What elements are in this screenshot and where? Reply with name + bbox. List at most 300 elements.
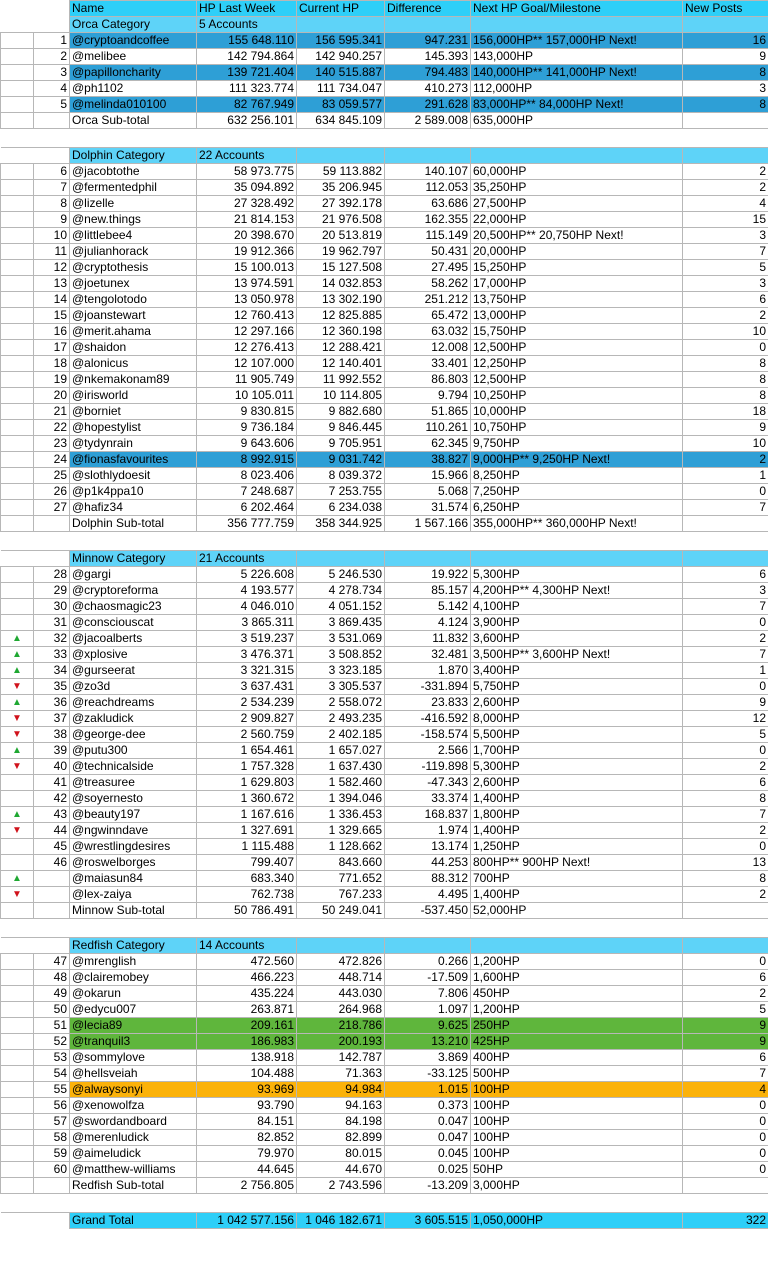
header-new-posts[interactable]: New Posts xyxy=(683,1,768,17)
current-hp[interactable]: 27 392.178 xyxy=(297,196,385,212)
new-posts[interactable]: 0 xyxy=(683,1146,768,1162)
next-goal[interactable]: 800HP** 900HP Next! xyxy=(471,855,683,871)
current-hp[interactable]: 35 206.945 xyxy=(297,180,385,196)
new-posts[interactable]: 0 xyxy=(683,743,768,759)
new-posts[interactable]: 2 xyxy=(683,308,768,324)
empty-cell[interactable] xyxy=(70,919,197,938)
next-goal[interactable]: 4,200HP** 4,300HP Next! xyxy=(471,583,683,599)
new-posts[interactable]: 9 xyxy=(683,1018,768,1034)
next-goal[interactable]: 35,250HP xyxy=(471,180,683,196)
next-goal[interactable]: 12,500HP xyxy=(471,372,683,388)
difference[interactable]: -158.574 xyxy=(385,727,471,743)
empty-cell[interactable] xyxy=(34,919,70,938)
account-name[interactable]: @xplosive xyxy=(70,647,197,663)
hp-last-week[interactable]: 21 814.153 xyxy=(197,212,297,228)
hp-last-week[interactable]: 1 360.672 xyxy=(197,791,297,807)
subtotal-label[interactable]: Orca Sub-total xyxy=(70,113,197,129)
next-goal[interactable]: 10,750HP xyxy=(471,420,683,436)
hp-last-week[interactable]: 4 193.577 xyxy=(197,583,297,599)
current-hp[interactable]: 140 515.887 xyxy=(297,65,385,81)
current-hp[interactable]: 3 305.537 xyxy=(297,679,385,695)
new-posts[interactable]: 2 xyxy=(683,452,768,468)
new-posts[interactable]: 0 xyxy=(683,615,768,631)
empty-cell[interactable] xyxy=(34,1194,70,1213)
account-name[interactable]: @tengolotodo xyxy=(70,292,197,308)
next-goal[interactable]: 13,000HP xyxy=(471,308,683,324)
new-posts[interactable]: 7 xyxy=(683,807,768,823)
current-hp[interactable]: 1 394.046 xyxy=(297,791,385,807)
account-name[interactable]: @okarun xyxy=(70,986,197,1002)
next-goal[interactable]: 2,600HP xyxy=(471,695,683,711)
new-posts[interactable]: 18 xyxy=(683,404,768,420)
subtotal-current-hp[interactable]: 358 344.925 xyxy=(297,516,385,532)
difference[interactable]: 0.047 xyxy=(385,1130,471,1146)
difference[interactable]: 0.266 xyxy=(385,954,471,970)
empty-cell[interactable] xyxy=(34,532,70,551)
empty-cell[interactable] xyxy=(297,551,385,567)
empty-cell[interactable] xyxy=(385,938,471,954)
next-goal[interactable]: 5,750HP xyxy=(471,679,683,695)
hp-last-week[interactable]: 1 327.691 xyxy=(197,823,297,839)
new-posts[interactable]: 1 xyxy=(683,468,768,484)
current-hp[interactable]: 9 705.951 xyxy=(297,436,385,452)
account-name[interactable]: @alonicus xyxy=(70,356,197,372)
new-posts[interactable]: 8 xyxy=(683,388,768,404)
hp-last-week[interactable]: 1 167.616 xyxy=(197,807,297,823)
current-hp[interactable]: 82.899 xyxy=(297,1130,385,1146)
account-name[interactable]: @littlebee4 xyxy=(70,228,197,244)
hp-last-week[interactable]: 12 107.000 xyxy=(197,356,297,372)
empty-cell[interactable] xyxy=(471,1194,683,1213)
next-goal[interactable]: 12,500HP xyxy=(471,340,683,356)
empty-cell[interactable] xyxy=(471,129,683,148)
account-name[interactable]: @hafiz34 xyxy=(70,500,197,516)
hp-last-week[interactable]: 79.970 xyxy=(197,1146,297,1162)
account-name[interactable]: @gargi xyxy=(70,567,197,583)
empty-cell[interactable] xyxy=(197,129,297,148)
new-posts[interactable]: 16 xyxy=(683,33,768,49)
hp-last-week[interactable]: 11 905.749 xyxy=(197,372,297,388)
current-hp[interactable]: 2 493.235 xyxy=(297,711,385,727)
difference[interactable]: 27.495 xyxy=(385,260,471,276)
hp-last-week[interactable]: 2 909.827 xyxy=(197,711,297,727)
hp-last-week[interactable]: 7 248.687 xyxy=(197,484,297,500)
account-name[interactable]: @roswelborges xyxy=(70,855,197,871)
empty-cell[interactable] xyxy=(34,129,70,148)
account-name[interactable]: @tydynrain xyxy=(70,436,197,452)
category-name[interactable]: Redfish Category xyxy=(70,938,197,954)
current-hp[interactable]: 1 637.430 xyxy=(297,759,385,775)
next-goal[interactable]: 100HP xyxy=(471,1114,683,1130)
hp-last-week[interactable]: 3 476.371 xyxy=(197,647,297,663)
empty-cell[interactable] xyxy=(197,532,297,551)
account-name[interactable]: @edycu007 xyxy=(70,1002,197,1018)
current-hp[interactable]: 19 962.797 xyxy=(297,244,385,260)
current-hp[interactable]: 156 595.341 xyxy=(297,33,385,49)
difference[interactable]: 115.149 xyxy=(385,228,471,244)
account-name[interactable]: @technicalside xyxy=(70,759,197,775)
current-hp[interactable]: 44.670 xyxy=(297,1162,385,1178)
empty-cell[interactable] xyxy=(683,919,768,938)
empty-cell[interactable] xyxy=(471,17,683,33)
current-hp[interactable]: 12 360.198 xyxy=(297,324,385,340)
new-posts[interactable]: 10 xyxy=(683,436,768,452)
account-name[interactable]: @gurseerat xyxy=(70,663,197,679)
new-posts[interactable]: 8 xyxy=(683,372,768,388)
subtotal-difference[interactable]: -537.450 xyxy=(385,903,471,919)
hp-last-week[interactable]: 4 046.010 xyxy=(197,599,297,615)
hp-last-week[interactable]: 683.340 xyxy=(197,871,297,887)
next-goal[interactable]: 400HP xyxy=(471,1050,683,1066)
next-goal[interactable]: 112,000HP xyxy=(471,81,683,97)
account-name[interactable]: @cryptothesis xyxy=(70,260,197,276)
current-hp[interactable]: 6 234.038 xyxy=(297,500,385,516)
difference[interactable]: 32.481 xyxy=(385,647,471,663)
hp-last-week[interactable]: 3 519.237 xyxy=(197,631,297,647)
next-goal[interactable]: 140,000HP** 141,000HP Next! xyxy=(471,65,683,81)
current-hp[interactable]: 443.030 xyxy=(297,986,385,1002)
hp-last-week[interactable]: 1 654.461 xyxy=(197,743,297,759)
account-name[interactable]: @new.things xyxy=(70,212,197,228)
empty-cell[interactable] xyxy=(385,148,471,164)
category-account-count[interactable]: 5 Accounts xyxy=(197,17,297,33)
current-hp[interactable]: 1 657.027 xyxy=(297,743,385,759)
next-goal[interactable]: 22,000HP xyxy=(471,212,683,228)
empty-cell[interactable] xyxy=(297,938,385,954)
difference[interactable]: 947.231 xyxy=(385,33,471,49)
current-hp[interactable]: 80.015 xyxy=(297,1146,385,1162)
next-goal[interactable]: 156,000HP** 157,000HP Next! xyxy=(471,33,683,49)
account-name[interactable]: @p1k4ppa10 xyxy=(70,484,197,500)
difference[interactable]: 50.431 xyxy=(385,244,471,260)
empty-cell[interactable] xyxy=(297,1194,385,1213)
next-goal[interactable]: 5,300HP xyxy=(471,759,683,775)
account-name[interactable]: @swordandboard xyxy=(70,1114,197,1130)
subtotal-goal[interactable]: 355,000HP** 360,000HP Next! xyxy=(471,516,683,532)
account-name[interactable]: @clairemobey xyxy=(70,970,197,986)
header-difference[interactable]: Difference xyxy=(385,1,471,17)
header-name[interactable]: Name xyxy=(70,1,197,17)
new-posts[interactable]: 8 xyxy=(683,97,768,113)
new-posts[interactable]: 7 xyxy=(683,500,768,516)
current-hp[interactable]: 3 508.852 xyxy=(297,647,385,663)
current-hp[interactable]: 142 940.257 xyxy=(297,49,385,65)
next-goal[interactable]: 3,900HP xyxy=(471,615,683,631)
hp-last-week[interactable]: 139 721.404 xyxy=(197,65,297,81)
hp-last-week[interactable]: 209.161 xyxy=(197,1018,297,1034)
subtotal-goal[interactable]: 52,000HP xyxy=(471,903,683,919)
empty-cell[interactable] xyxy=(385,1194,471,1213)
hp-last-week[interactable]: 8 992.915 xyxy=(197,452,297,468)
difference[interactable]: -416.592 xyxy=(385,711,471,727)
account-name[interactable]: @cryptoandcoffee xyxy=(70,33,197,49)
difference[interactable]: 145.393 xyxy=(385,49,471,65)
next-goal[interactable]: 1,800HP xyxy=(471,807,683,823)
subtotal-hp-last-week[interactable]: 2 756.805 xyxy=(197,1178,297,1194)
account-name[interactable]: @shaidon xyxy=(70,340,197,356)
current-hp[interactable]: 11 992.552 xyxy=(297,372,385,388)
next-goal[interactable]: 100HP xyxy=(471,1098,683,1114)
next-goal[interactable]: 1,400HP xyxy=(471,887,683,903)
new-posts[interactable]: 7 xyxy=(683,647,768,663)
account-name[interactable]: @lizelle xyxy=(70,196,197,212)
difference[interactable]: -119.898 xyxy=(385,759,471,775)
current-hp[interactable]: 4 051.152 xyxy=(297,599,385,615)
subtotal-hp-last-week[interactable]: 632 256.101 xyxy=(197,113,297,129)
empty-cell[interactable] xyxy=(385,129,471,148)
hp-last-week[interactable]: 3 637.431 xyxy=(197,679,297,695)
new-posts[interactable]: 5 xyxy=(683,727,768,743)
next-goal[interactable]: 8,250HP xyxy=(471,468,683,484)
account-name[interactable]: @lex-zaiya xyxy=(70,887,197,903)
category-account-count[interactable]: 21 Accounts xyxy=(197,551,297,567)
category-name[interactable]: Minnow Category xyxy=(70,551,197,567)
header-current-hp[interactable]: Current HP xyxy=(297,1,385,17)
subtotal-new-posts[interactable] xyxy=(683,516,768,532)
difference[interactable]: 110.261 xyxy=(385,420,471,436)
difference[interactable]: 23.833 xyxy=(385,695,471,711)
account-name[interactable]: @melibee xyxy=(70,49,197,65)
new-posts[interactable]: 0 xyxy=(683,1098,768,1114)
account-name[interactable]: @slothlydoesit xyxy=(70,468,197,484)
new-posts[interactable]: 0 xyxy=(683,340,768,356)
difference[interactable]: 0.025 xyxy=(385,1162,471,1178)
account-name[interactable]: @cryptoreforma xyxy=(70,583,197,599)
hp-last-week[interactable]: 466.223 xyxy=(197,970,297,986)
empty-cell[interactable] xyxy=(683,148,768,164)
difference[interactable]: 112.053 xyxy=(385,180,471,196)
hp-last-week[interactable]: 93.969 xyxy=(197,1082,297,1098)
account-name[interactable]: @papilloncharity xyxy=(70,65,197,81)
category-account-count[interactable]: 14 Accounts xyxy=(197,938,297,954)
difference[interactable]: 140.107 xyxy=(385,164,471,180)
account-name[interactable]: @borniet xyxy=(70,404,197,420)
account-name[interactable]: @mrenglish xyxy=(70,954,197,970)
hp-last-week[interactable]: 111 323.774 xyxy=(197,81,297,97)
current-hp[interactable]: 218.786 xyxy=(297,1018,385,1034)
next-goal[interactable]: 3,600HP xyxy=(471,631,683,647)
subtotal-current-hp[interactable]: 50 249.041 xyxy=(297,903,385,919)
header-hp-last-week[interactable]: HP Last Week xyxy=(197,1,297,17)
subtotal-label[interactable]: Dolphin Sub-total xyxy=(70,516,197,532)
account-name[interactable]: @consciouscat xyxy=(70,615,197,631)
next-goal[interactable]: 100HP xyxy=(471,1146,683,1162)
new-posts[interactable]: 3 xyxy=(683,583,768,599)
current-hp[interactable]: 59 113.882 xyxy=(297,164,385,180)
subtotal-new-posts[interactable] xyxy=(683,1178,768,1194)
account-name[interactable]: @alwaysonyi xyxy=(70,1082,197,1098)
difference[interactable]: 15.966 xyxy=(385,468,471,484)
difference[interactable]: 9.625 xyxy=(385,1018,471,1034)
grand-total-goal[interactable]: 1,050,000HP xyxy=(471,1213,683,1229)
next-goal[interactable]: 1,600HP xyxy=(471,970,683,986)
current-hp[interactable]: 9 882.680 xyxy=(297,404,385,420)
account-name[interactable]: @zakludick xyxy=(70,711,197,727)
hp-last-week[interactable]: 13 974.591 xyxy=(197,276,297,292)
current-hp[interactable]: 3 531.069 xyxy=(297,631,385,647)
subtotal-difference[interactable]: -13.209 xyxy=(385,1178,471,1194)
hp-last-week[interactable]: 12 276.413 xyxy=(197,340,297,356)
grand-total-current-hp[interactable]: 1 046 182.671 xyxy=(297,1213,385,1229)
account-name[interactable]: @ph1102 xyxy=(70,81,197,97)
difference[interactable]: 0.373 xyxy=(385,1098,471,1114)
new-posts[interactable]: 2 xyxy=(683,164,768,180)
difference[interactable]: -331.894 xyxy=(385,679,471,695)
account-name[interactable]: @merenludick xyxy=(70,1130,197,1146)
next-goal[interactable]: 500HP xyxy=(471,1066,683,1082)
hp-last-week[interactable]: 13 050.978 xyxy=(197,292,297,308)
new-posts[interactable]: 6 xyxy=(683,567,768,583)
current-hp[interactable]: 1 336.453 xyxy=(297,807,385,823)
new-posts[interactable]: 7 xyxy=(683,1066,768,1082)
account-name[interactable]: @chaosmagic23 xyxy=(70,599,197,615)
new-posts[interactable]: 2 xyxy=(683,823,768,839)
difference[interactable]: 31.574 xyxy=(385,500,471,516)
next-goal[interactable]: 12,250HP xyxy=(471,356,683,372)
new-posts[interactable]: 2 xyxy=(683,986,768,1002)
account-name[interactable]: @hopestylist xyxy=(70,420,197,436)
current-hp[interactable]: 771.652 xyxy=(297,871,385,887)
account-name[interactable]: @zo3d xyxy=(70,679,197,695)
current-hp[interactable]: 15 127.508 xyxy=(297,260,385,276)
subtotal-new-posts[interactable] xyxy=(683,903,768,919)
hp-last-week[interactable]: 1 757.328 xyxy=(197,759,297,775)
next-goal[interactable]: 1,400HP xyxy=(471,823,683,839)
hp-last-week[interactable]: 2 560.759 xyxy=(197,727,297,743)
account-name[interactable]: @putu300 xyxy=(70,743,197,759)
current-hp[interactable]: 843.660 xyxy=(297,855,385,871)
hp-last-week[interactable]: 263.871 xyxy=(197,1002,297,1018)
difference[interactable]: 62.345 xyxy=(385,436,471,452)
difference[interactable]: 63.032 xyxy=(385,324,471,340)
account-name[interactable]: @joetunex xyxy=(70,276,197,292)
difference[interactable]: 251.212 xyxy=(385,292,471,308)
account-name[interactable]: @beauty197 xyxy=(70,807,197,823)
new-posts[interactable]: 3 xyxy=(683,276,768,292)
next-goal[interactable]: 9,750HP xyxy=(471,436,683,452)
empty-cell[interactable] xyxy=(70,532,197,551)
new-posts[interactable]: 8 xyxy=(683,791,768,807)
current-hp[interactable]: 448.714 xyxy=(297,970,385,986)
new-posts[interactable]: 15 xyxy=(683,212,768,228)
hp-last-week[interactable]: 93.790 xyxy=(197,1098,297,1114)
next-goal[interactable]: 10,000HP xyxy=(471,404,683,420)
new-posts[interactable]: 0 xyxy=(683,1114,768,1130)
empty-cell[interactable] xyxy=(297,129,385,148)
empty-cell[interactable] xyxy=(683,938,768,954)
subtotal-current-hp[interactable]: 634 845.109 xyxy=(297,113,385,129)
difference[interactable]: 0.045 xyxy=(385,1146,471,1162)
next-goal[interactable]: 83,000HP** 84,000HP Next! xyxy=(471,97,683,113)
hp-last-week[interactable]: 3 865.311 xyxy=(197,615,297,631)
new-posts[interactable]: 1 xyxy=(683,663,768,679)
next-goal[interactable]: 27,500HP xyxy=(471,196,683,212)
hp-last-week[interactable]: 472.560 xyxy=(197,954,297,970)
current-hp[interactable]: 9 031.742 xyxy=(297,452,385,468)
grand-total-difference[interactable]: 3 605.515 xyxy=(385,1213,471,1229)
new-posts[interactable]: 6 xyxy=(683,292,768,308)
difference[interactable]: 85.157 xyxy=(385,583,471,599)
new-posts[interactable]: 12 xyxy=(683,711,768,727)
next-goal[interactable]: 1,200HP xyxy=(471,1002,683,1018)
next-goal[interactable]: 3,500HP** 3,600HP Next! xyxy=(471,647,683,663)
hp-last-week[interactable]: 19 912.366 xyxy=(197,244,297,260)
difference[interactable]: 13.210 xyxy=(385,1034,471,1050)
subtotal-goal[interactable]: 3,000HP xyxy=(471,1178,683,1194)
current-hp[interactable]: 13 302.190 xyxy=(297,292,385,308)
current-hp[interactable]: 3 323.185 xyxy=(297,663,385,679)
hp-last-week[interactable]: 138.918 xyxy=(197,1050,297,1066)
difference[interactable]: 33.401 xyxy=(385,356,471,372)
hp-last-week[interactable]: 12 760.413 xyxy=(197,308,297,324)
empty-cell[interactable] xyxy=(385,551,471,567)
difference[interactable]: 12.008 xyxy=(385,340,471,356)
difference[interactable]: -47.343 xyxy=(385,775,471,791)
current-hp[interactable]: 8 039.372 xyxy=(297,468,385,484)
next-goal[interactable]: 15,750HP xyxy=(471,324,683,340)
hp-last-week[interactable]: 27 328.492 xyxy=(197,196,297,212)
empty-cell[interactable] xyxy=(471,532,683,551)
next-goal[interactable]: 10,250HP xyxy=(471,388,683,404)
hp-last-week[interactable]: 155 648.110 xyxy=(197,33,297,49)
new-posts[interactable]: 7 xyxy=(683,244,768,260)
account-name[interactable]: @tranquil3 xyxy=(70,1034,197,1050)
difference[interactable]: 5.142 xyxy=(385,599,471,615)
hp-last-week[interactable]: 9 830.815 xyxy=(197,404,297,420)
next-goal[interactable]: 5,300HP xyxy=(471,567,683,583)
difference[interactable]: 38.827 xyxy=(385,452,471,468)
next-goal[interactable]: 20,500HP** 20,750HP Next! xyxy=(471,228,683,244)
current-hp[interactable]: 12 140.401 xyxy=(297,356,385,372)
current-hp[interactable]: 1 582.460 xyxy=(297,775,385,791)
next-goal[interactable]: 425HP xyxy=(471,1034,683,1050)
new-posts[interactable]: 4 xyxy=(683,1082,768,1098)
account-name[interactable]: @maiasun84 xyxy=(70,871,197,887)
new-posts[interactable]: 10 xyxy=(683,324,768,340)
subtotal-difference[interactable]: 1 567.166 xyxy=(385,516,471,532)
hp-last-week[interactable]: 5 226.608 xyxy=(197,567,297,583)
new-posts[interactable]: 3 xyxy=(683,81,768,97)
hp-last-week[interactable]: 9 643.606 xyxy=(197,436,297,452)
difference[interactable]: -33.125 xyxy=(385,1066,471,1082)
difference[interactable]: 65.472 xyxy=(385,308,471,324)
account-name[interactable]: @jacobtothe xyxy=(70,164,197,180)
empty-cell[interactable] xyxy=(297,148,385,164)
hp-last-week[interactable]: 82 767.949 xyxy=(197,97,297,113)
next-goal[interactable]: 9,000HP** 9,250HP Next! xyxy=(471,452,683,468)
subtotal-label[interactable]: Minnow Sub-total xyxy=(70,903,197,919)
current-hp[interactable]: 12 825.885 xyxy=(297,308,385,324)
hp-last-week[interactable]: 762.738 xyxy=(197,887,297,903)
current-hp[interactable]: 1 329.665 xyxy=(297,823,385,839)
hp-last-week[interactable]: 435.224 xyxy=(197,986,297,1002)
hp-last-week[interactable]: 9 736.184 xyxy=(197,420,297,436)
next-goal[interactable]: 4,100HP xyxy=(471,599,683,615)
difference[interactable]: 0.047 xyxy=(385,1114,471,1130)
account-name[interactable]: @joanstewart xyxy=(70,308,197,324)
account-name[interactable]: @merit.ahama xyxy=(70,324,197,340)
hp-last-week[interactable]: 186.983 xyxy=(197,1034,297,1050)
hp-last-week[interactable]: 44.645 xyxy=(197,1162,297,1178)
current-hp[interactable]: 111 734.047 xyxy=(297,81,385,97)
new-posts[interactable]: 2 xyxy=(683,631,768,647)
current-hp[interactable]: 3 869.435 xyxy=(297,615,385,631)
difference[interactable]: 51.865 xyxy=(385,404,471,420)
current-hp[interactable]: 1 128.662 xyxy=(297,839,385,855)
account-name[interactable]: @reachdreams xyxy=(70,695,197,711)
empty-cell[interactable] xyxy=(70,1194,197,1213)
current-hp[interactable]: 264.968 xyxy=(297,1002,385,1018)
